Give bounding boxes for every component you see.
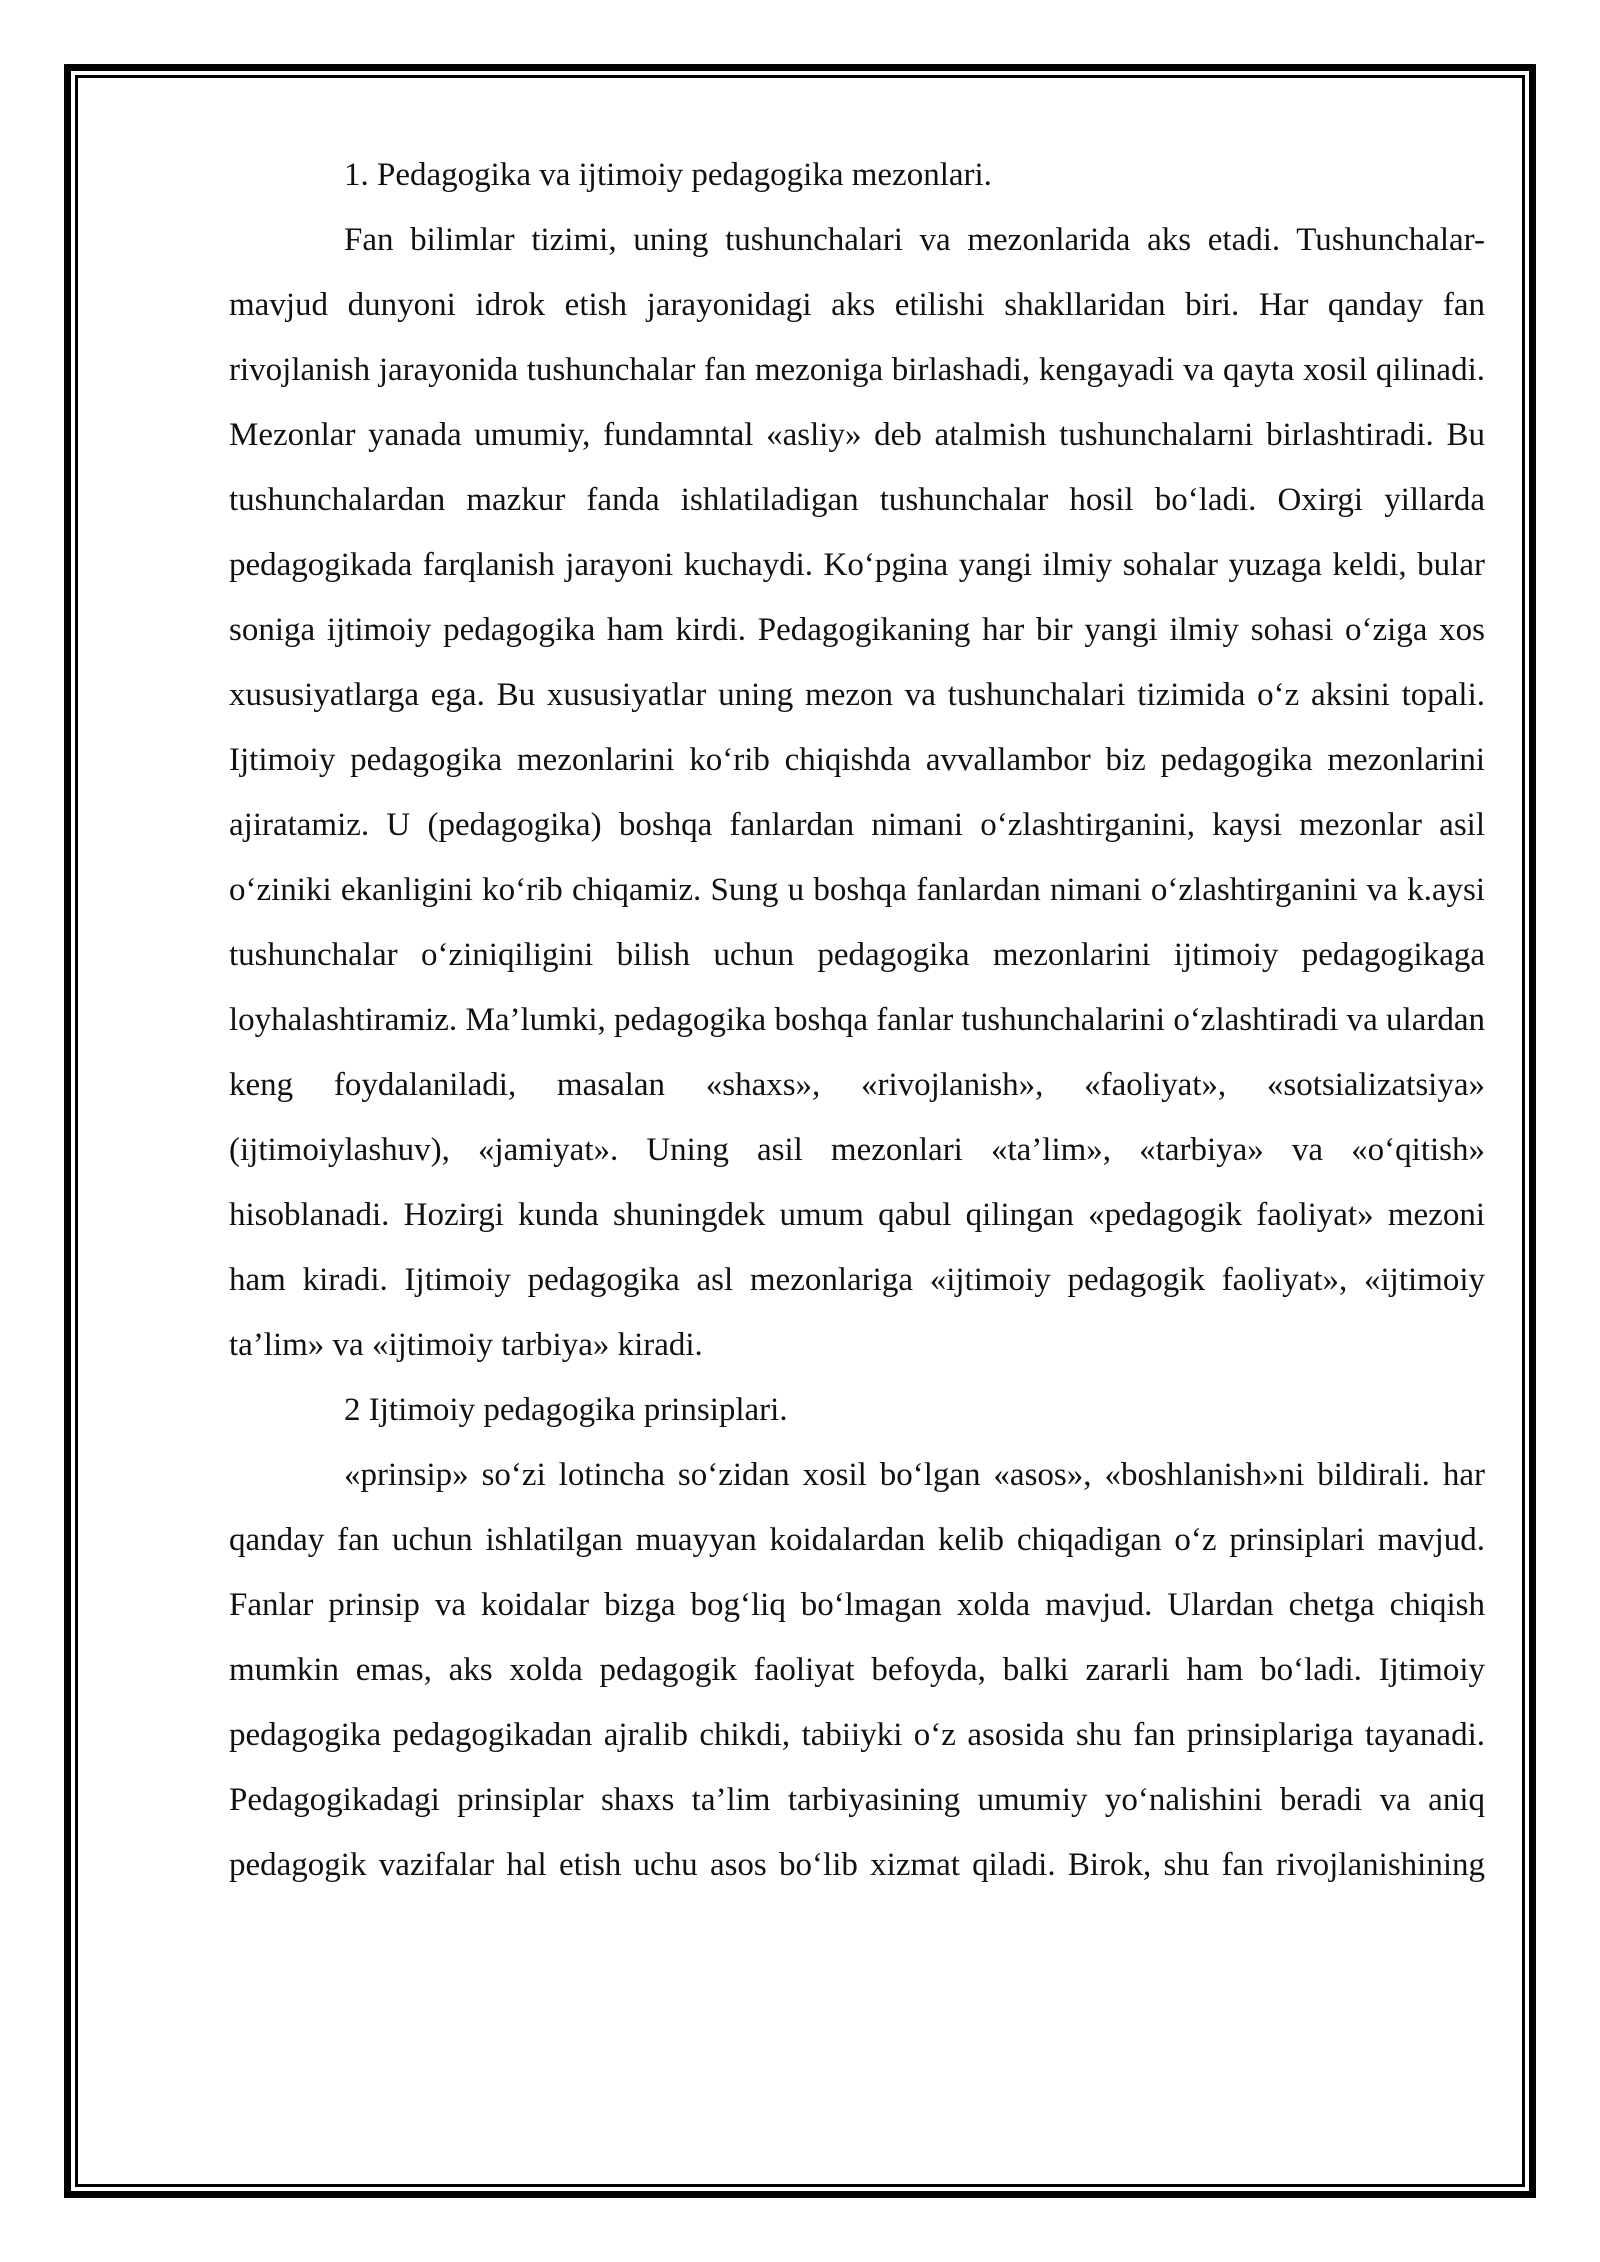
section-heading-2: 2 Ijtimoiy pedagogika prinsiplari. (344, 1392, 788, 1428)
section-heading-1: 1. Pedagogika va ijtimoiy pedagogika mezonlari. (344, 157, 992, 193)
document-body (229, 143, 1485, 1898)
body-paragraph-2: «prinsip» so‘zi lotincha so‘zidan xosil bo‘lgan «asos», «boshlanish»ni bildirali. har qanday fan uchun ishlatilgan muayyan koidalardan kelib chiqadigan o‘z prinsiplari mavjud. Fanlar prinsip va koidalar bizga bog‘liq bo‘lmagan xolda mavjud. Ulardan chetga chiqish mumkin emas, aks xolda pedagogik faoliyat befoyda, balki zararli ham bo‘ladi. Ijtimoiy pedagogika pedagogikadan ajralib chikdi, tabiiyki o‘z asosida shu fan prinsiplariga tayanadi. Pedagogikadagi prinsiplar shaxs ta’lim tarbiyasining umumiy yo‘nalishini beradi va aniq pedagogik vazifalar hal etish uchu asos bo‘lib xizmat qiladi. Birok, shu fan rivojlanishining (229, 1457, 1485, 1883)
body-paragraph-1: Fan bilimlar tizimi, uning tushunchalari va mezonlarida aks etadi. Tushunchalar-mavjud dunyoni idrok etish jarayonidagi aks etilishi shakllaridan biri. Har qanday fan rivojlanish jarayonida tushunchalar fan mezoniga birlashadi, kengayadi va qayta xosil qilinadi. Mezonlar yanada umumiy, fundamntal «asliy» deb atalmish tushunchalarni birlashtiradi. Bu tushunchalardan mazkur fanda ishlatiladigan tushunchalar hosil bo‘ladi. Oxirgi yillarda pedagogikada farqlanish jarayoni kuchaydi. Ko‘pgina yangi ilmiy sohalar yuzaga keldi, bular soniga ijtimoiy pedagogika ham kirdi. Pedagogikaning har bir yangi ilmiy sohasi o‘ziga xos xususiyatlarga ega. Bu xususiyatlar uning mezon va tushunchalari tizimida o‘z aksini topali. Ijtimoiy pedagogika mezonlarini ko‘rib chiqishda avvallambor biz pedagogika mezonlarini ajiratamiz. U (pedagogika) boshqa fanlardan nimani o‘zlashtirganini, kaysi mezonlar asil o‘ziniki ekanligini ko‘rib chiqamiz. Sung u boshqa fanlardan nimani o‘zlashtirganini va k.aysi tushunchalar o‘ziniqiligini bilish uchun pedagogika mezonlarini ijtimoiy pedagogikaga loyhalashtiramiz. Ma’lumki, pedagogika boshqa fanlar tushunchalarini o‘zlashtiradi va ulardan keng foydalaniladi, masalan «shaxs», «rivojlanish», «faoliyat», «sotsializatsiya» (ijtimoiylashuv), «jamiyat». Uning asil mezonlari «ta’lim», «tarbiya» va «o‘qitish» hisoblanadi. Hozirgi kunda shuningdek umum qabul qilingan «pedagogik faoliyat» mezoni ham kiradi. Ijtimoiy pedagogika asl mezonlariga «ijtimoiy pedagogik faoliyat», «ijtimoiy ta’lim» va «ijtimoiy tarbiya» kiradi. (229, 222, 1485, 1363)
